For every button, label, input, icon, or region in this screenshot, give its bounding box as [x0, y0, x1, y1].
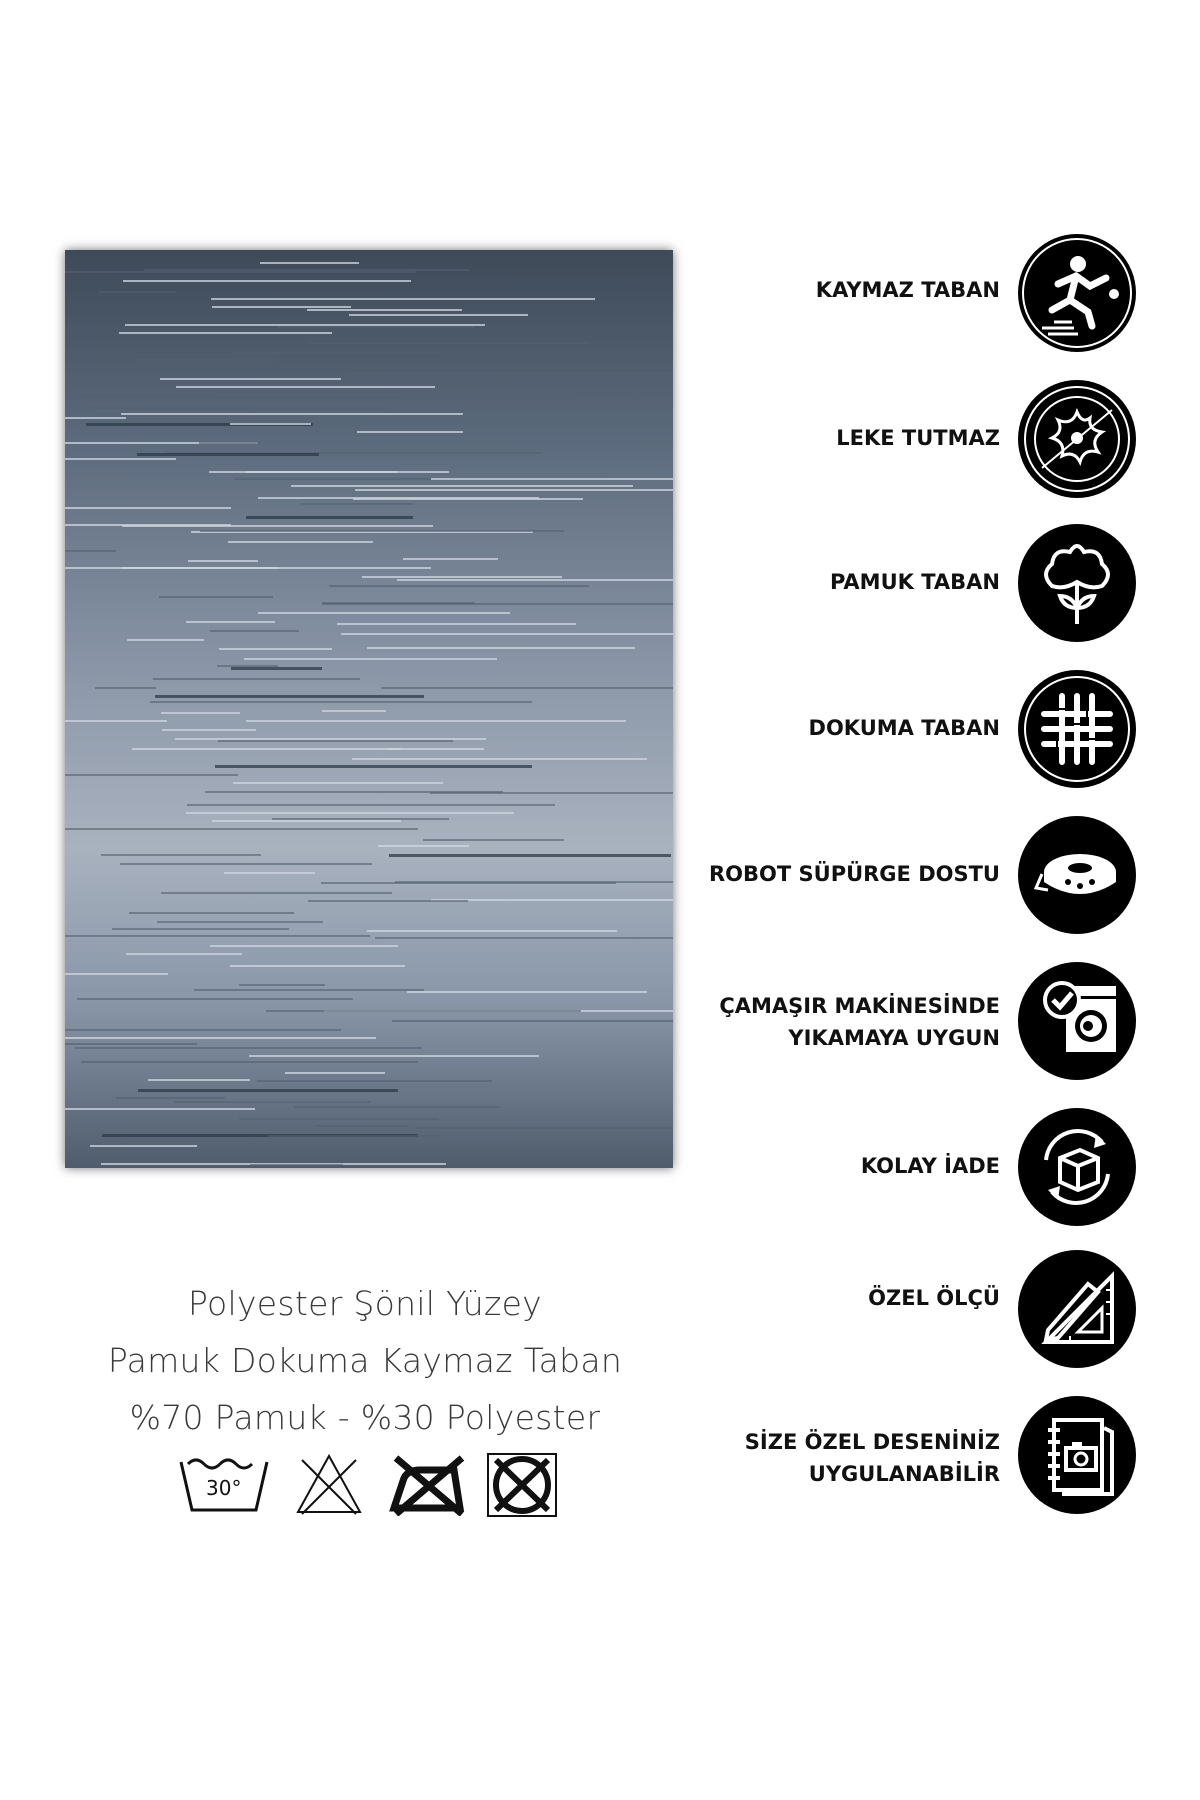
- feature-label: [830, 566, 1000, 598]
- description-line-surface: Polyester Şönil Yüzey: [187, 1284, 543, 1323]
- slip-person-icon: [1018, 234, 1136, 352]
- feature-label: [745, 1426, 1000, 1490]
- feature-label-line: ÇAMAŞIR MAKİNESİNDE: [719, 994, 1000, 1018]
- return-box-icon: [1018, 1108, 1136, 1226]
- feature-label: [719, 990, 1000, 1054]
- rug-stripe: [116, 1097, 225, 1099]
- feature-kaymaz-taban: [0, 234, 1200, 354]
- rug-stripe: [244, 658, 497, 660]
- feature-label: [836, 422, 1000, 454]
- feature-label: [809, 712, 1000, 744]
- feature-robot-supurge: [0, 816, 1200, 936]
- rug-stripe: [217, 665, 278, 667]
- feature-label-line: ÖZEL ÖLÇÜ: [868, 1286, 1000, 1310]
- rug-stripe: [375, 937, 673, 939]
- feature-pamuk-taban: [0, 524, 1200, 644]
- feature-leke-tutmaz: [0, 380, 1200, 500]
- cotton-flower-icon: [1018, 524, 1136, 642]
- feature-label-line: PAMUK TABAN: [829, 570, 1000, 594]
- feature-kolay-iade: [0, 1108, 1200, 1228]
- feature-label: [861, 1150, 1000, 1182]
- feature-label: [816, 274, 1000, 306]
- feature-label-line: SİZE ÖZEL DESENİNİZ: [744, 1430, 1000, 1454]
- rug-stripe: [65, 507, 231, 509]
- feature-dokuma-taban: [0, 670, 1200, 790]
- rug-stripe: [246, 516, 413, 519]
- rug-stripe: [174, 1101, 371, 1103]
- feature-ozel-desen: [0, 1396, 1200, 1516]
- robot-vacuum-icon: [1018, 816, 1136, 934]
- feature-label-line: KAYMAZ TABAN: [815, 278, 1000, 302]
- rug-stripe: [186, 812, 514, 814]
- rug-stripe: [138, 1089, 398, 1092]
- rug-stripe: [367, 647, 635, 649]
- description-line-base: Pamuk Dokuma Kaymaz Taban: [107, 1341, 623, 1380]
- photo-notebook-icon: [1018, 1396, 1136, 1514]
- feature-label-line: DOKUMA TABAN: [808, 716, 1000, 740]
- feature-camasir-makinesi: [0, 962, 1200, 1082]
- rug-stripe: [210, 945, 398, 947]
- feature-label-line: KOLAY İADE: [860, 1154, 1000, 1178]
- feature-label-line: UYGULANABİLİR: [808, 1462, 1000, 1486]
- rug-stripe: [126, 953, 242, 955]
- feature-label-line: YIKAMAYA UYGUN: [788, 1026, 1000, 1050]
- rug-stripe: [338, 377, 615, 379]
- rug-stripe: [219, 648, 332, 650]
- weave-grid-icon: [1018, 670, 1136, 788]
- wash-temperature: 30°: [206, 1476, 242, 1500]
- feature-label-line: ROBOT SÜPÜRGE DOSTU: [709, 862, 1000, 886]
- feature-label: [868, 1282, 1000, 1314]
- feature-label: [709, 858, 1000, 890]
- pencil-ruler-icon: [1018, 1250, 1136, 1368]
- feature-label-line: LEKE TUTMAZ: [836, 426, 1000, 450]
- rug-stripe: [301, 503, 413, 505]
- rug-stripe: [430, 792, 673, 794]
- rug-stripe: [187, 804, 555, 806]
- washing-machine-icon: [1018, 962, 1136, 1080]
- rug-stripe: [135, 359, 275, 361]
- feature-ozel-olcu: [0, 1250, 1200, 1370]
- rug-stripe: [346, 372, 673, 374]
- stain-splash-icon: [1018, 380, 1136, 498]
- description-line-material: %70 Pamuk - %30 Polyester: [129, 1398, 601, 1437]
